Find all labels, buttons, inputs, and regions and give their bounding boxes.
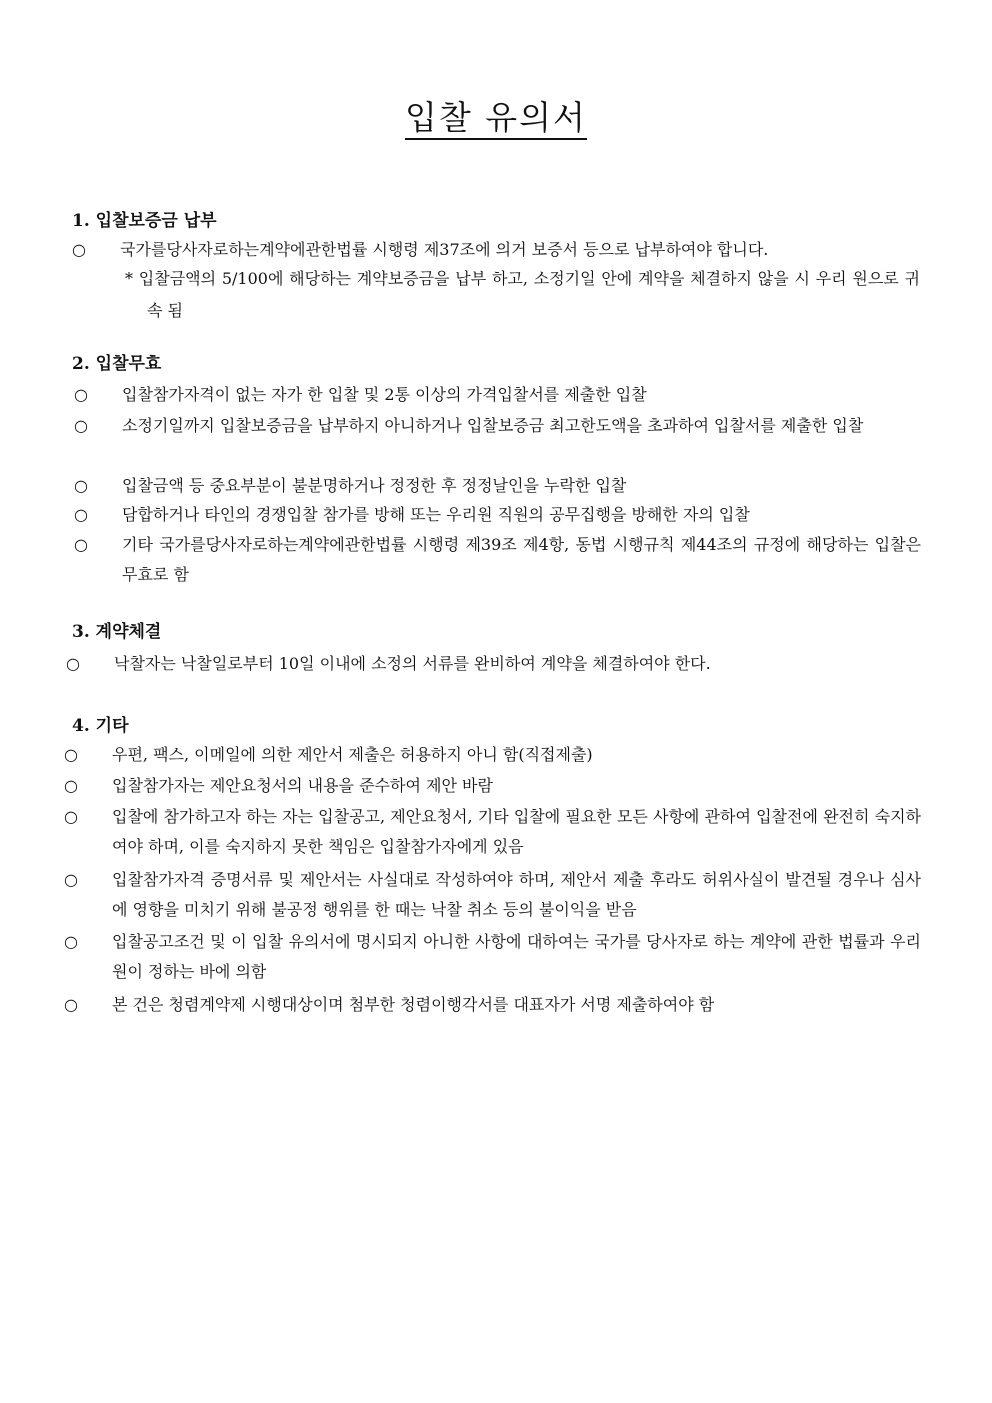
circle-bullet-icon: ○ (64, 995, 78, 1014)
list-item-text: 우편, 팩스, 이메일에 의한 제안서 제출은 허용하지 아니 함(직접제출) (112, 745, 593, 764)
list-item (64, 740, 921, 770)
circle-bullet-icon: ○ (64, 807, 78, 826)
list-item-text: 기타 국가를당사자로하는계약에관한법률 시행령 제39조 제4항, 동법 시행규칙 제44조의 규정에 해당하는 입찰은 무효로 함 (122, 535, 921, 584)
circle-bullet-icon: ○ (74, 476, 88, 495)
list-item (64, 927, 921, 987)
list-item (64, 990, 921, 1020)
list-item-text: 국가를당사자로하는계약에관한법률 시행령 제37조에 의거 보증서 등으로 납부하여야 합니다. (120, 240, 769, 259)
document-title (0, 96, 992, 140)
deposit-note: * 입찰금액의 5/100에 해당하는 계약보증금을 납부 하고, 소정기일 안에 계약을 체결하지 않을 시 우리 원으로 귀속 됨 (125, 269, 920, 320)
list-item (74, 471, 921, 501)
circle-bullet-icon: ○ (64, 745, 78, 764)
circle-bullet-icon: ○ (66, 654, 80, 673)
circle-bullet-icon: ○ (72, 240, 86, 259)
list-item (74, 500, 921, 530)
circle-bullet-icon: ○ (74, 535, 88, 554)
section-heading-bid-invalid: 2. 입찰무효 (72, 354, 162, 374)
circle-bullet-icon: ○ (64, 870, 78, 889)
section-heading-bid-deposit: 1. 입찰보증금 납부 (72, 211, 217, 231)
circle-bullet-icon: ○ (74, 385, 88, 404)
list-item-text: 입찰참가자격 증명서류 및 제안서는 사실대로 작성하여야 하며, 제안서 제출 후라도 허위사실이 발견될 경우나 심사에 영향을 미치기 위해 불공정 행위를 한 때는 낙찰 취소 등의 불이익을 받음 (112, 870, 921, 919)
section-heading-contract: 3. 계약체결 (72, 622, 162, 642)
document-title-text: 입찰 유의서 (405, 98, 587, 140)
list-item-text: 본 건은 청렴계약제 시행대상이며 첨부한 청렴이행각서를 대표자가 서명 제출하여야 함 (112, 995, 715, 1014)
circle-bullet-icon: ○ (74, 416, 88, 435)
list-item-text: 낙찰자는 낙찰일로부터 10일 이내에 소정의 서류를 완비하여 계약을 체결하여야 한다. (114, 654, 711, 673)
list-item (64, 802, 921, 862)
circle-bullet-icon: ○ (74, 505, 88, 524)
list-item (66, 649, 921, 679)
list-item-text: 입찰참가자격이 없는 자가 한 입찰 및 2통 이상의 가격입찰서를 제출한 입찰 (122, 385, 647, 404)
list-item (74, 530, 921, 590)
section-heading-other: 4. 기타 (72, 716, 129, 736)
list-item (64, 865, 921, 925)
list-item-text: 입찰공고조건 및 이 입찰 유의서에 명시되지 아니한 사항에 대하여는 국가를 당사자로 하는 계약에 관한 법률과 우리원이 정하는 바에 의함 (112, 932, 921, 981)
list-item-text: 입찰에 참가하고자 하는 자는 입찰공고, 제안요청서, 기타 입찰에 필요한 모든 사항에 관하여 입찰전에 완전히 숙지하여야 하며, 이를 숙지하지 못한 책임은 입찰참가자에게 있음 (112, 807, 921, 856)
list-item (64, 771, 921, 801)
list-item (74, 380, 921, 410)
list-item-text: 입찰금액 등 중요부분이 불분명하거나 정정한 후 정정날인을 누락한 입찰 (122, 476, 627, 495)
list-item (74, 411, 921, 441)
list-item-text: 소정기일까지 입찰보증금을 납부하지 아니하거나 입찰보증금 최고한도액을 초과하여 입찰서를 제출한 입찰 (122, 416, 864, 435)
list-item (72, 235, 921, 265)
circle-bullet-icon: ○ (64, 776, 78, 795)
circle-bullet-icon: ○ (64, 932, 78, 951)
list-item-text: 입찰참가자는 제안요청서의 내용을 준수하여 제안 바람 (112, 776, 493, 795)
list-item-text: 담합하거나 타인의 경쟁입찰 참가를 방해 또는 우리원 직원의 공무집행을 방해한 자의 입찰 (122, 505, 750, 524)
